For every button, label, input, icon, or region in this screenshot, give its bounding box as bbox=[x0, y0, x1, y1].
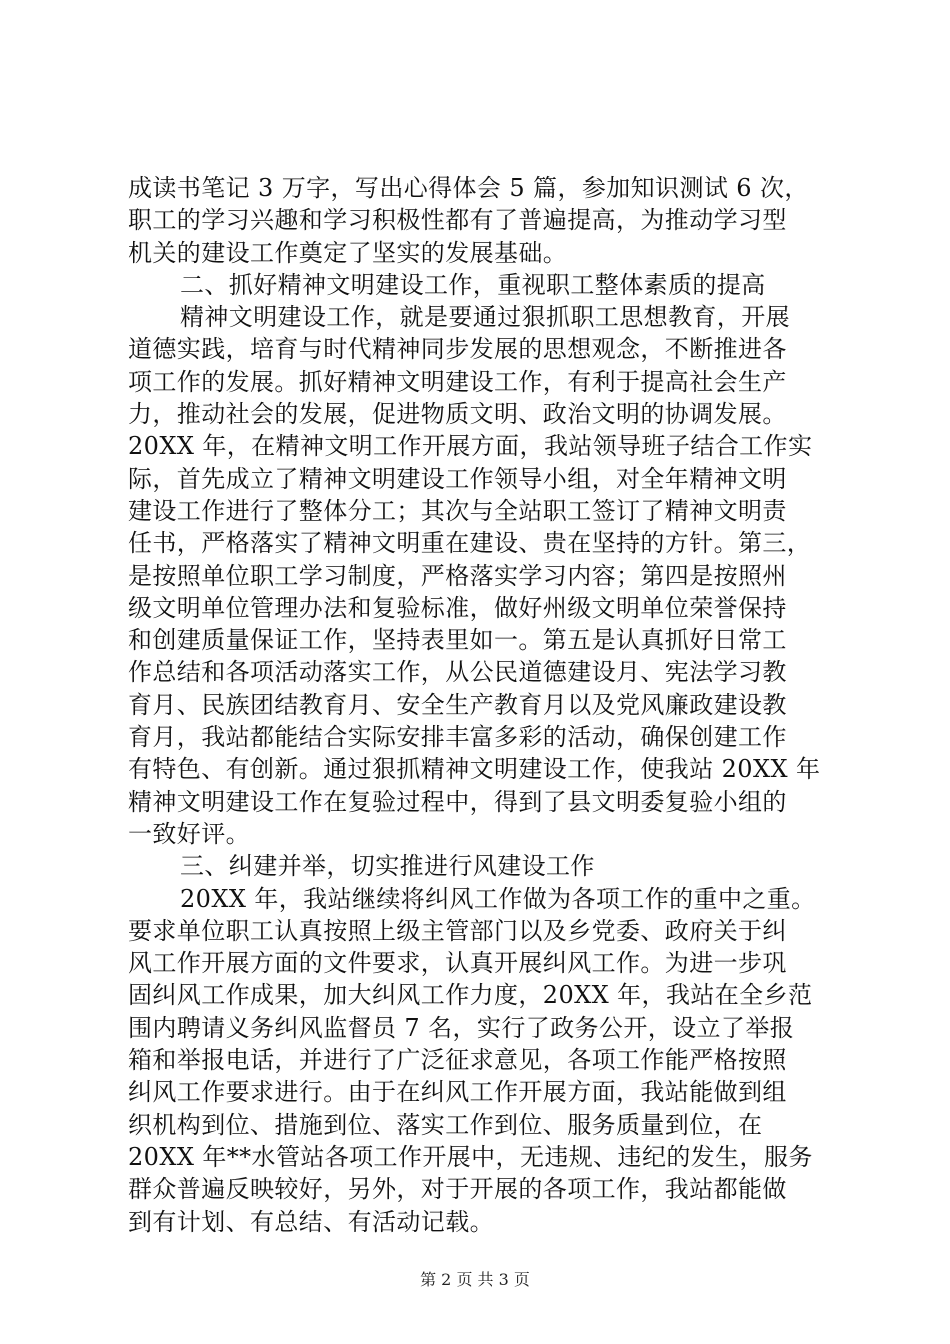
text-line: 到有计划、有总结、有活动记载。 bbox=[128, 1207, 494, 1236]
text-line: 建设工作进行了整体分工；其次与全站职工签订了精神文明责 bbox=[128, 496, 787, 525]
text-line: 级文明单位管理办法和复验标准，做好州级文明单位荣誉保持 bbox=[128, 593, 787, 622]
page-number-footer: 第 2 页 共 3 页 bbox=[420, 1270, 530, 1289]
text-line: 精神文明建设工作在复验过程中，得到了县文明委复验小组的 bbox=[128, 787, 787, 816]
text-line: 力，推动社会的发展，促进物质文明、政治文明的协调发展。 bbox=[128, 400, 787, 429]
text-line: 和创建质量保证工作，坚持表里如一。第五是认真抓好日常工 bbox=[128, 626, 787, 655]
text-line: 20XX 年**水管站各项工作开展中，无违规、违纪的发生，服务 bbox=[128, 1142, 813, 1171]
text-line: 育月，我站都能结合实际安排丰富多彩的活动，确保创建工作 bbox=[128, 723, 787, 752]
text-line: 20XX 年，我站继续将纠风工作做为各项工作的重中之重。 bbox=[180, 884, 816, 913]
text-line: 作总结和各项活动落实工作，从公民道德建设月、宪法学习教 bbox=[128, 658, 787, 687]
text-line: 风工作开展方面的文件要求，认真开展纠风工作。为进一步巩 bbox=[128, 949, 787, 978]
text-line: 围内聘请义务纠风监督员 7 名，实行了政务公开，设立了举报 bbox=[128, 1013, 795, 1042]
text-line: 是按照单位职工学习制度，严格落实学习内容；第四是按照州 bbox=[128, 561, 787, 590]
text-line: 固纠风工作成果，加大纠风工作力度，20XX 年，我站在全乡范 bbox=[128, 981, 813, 1010]
text-line: 职工的学习兴趣和学习积极性都有了普遍提高，为推动学习型 bbox=[128, 206, 787, 235]
text-line: 二、抓好精神文明建设工作，重视职工整体素质的提高 bbox=[180, 270, 766, 299]
text-line: 20XX 年，在精神文明工作开展方面，我站领导班子结合工作实 bbox=[128, 432, 813, 461]
text-line: 群众普遍反映较好，另外，对于开展的各项工作，我站都能做 bbox=[128, 1175, 787, 1204]
text-line: 项工作的发展。抓好精神文明建设工作，有利于提高社会生产 bbox=[128, 367, 787, 396]
text-line: 一致好评。 bbox=[128, 819, 250, 848]
text-line: 要求单位职工认真按照上级主管部门以及乡党委、政府关于纠 bbox=[128, 916, 787, 945]
text-line: 道德实践，培育与时代精神同步发展的思想观念，不断推进各 bbox=[128, 335, 787, 364]
text-line: 纠风工作要求进行。由于在纠风工作开展方面，我站能做到组 bbox=[128, 1078, 787, 1107]
text-line: 三、纠建并举，切实推进行风建设工作 bbox=[180, 852, 595, 881]
text-line: 成读书笔记 3 万字，写出心得体会 5 篇，参加知识测试 6 次， bbox=[128, 174, 809, 202]
text-line: 育月、民族团结教育月、安全生产教育月以及党风廉政建设教 bbox=[128, 690, 787, 719]
text-line: 精神文明建设工作，就是要通过狠抓职工思想教育，开展 bbox=[180, 303, 790, 332]
text-line: 际，首先成立了精神文明建设工作领导小组，对全年精神文明 bbox=[128, 464, 787, 493]
text-line: 有特色、有创新。通过狠抓精神文明建设工作，使我站 20XX 年 bbox=[128, 755, 821, 784]
text-line: 任书，严格落实了精神文明重在建设、贵在坚持的方针。第三， bbox=[128, 529, 812, 558]
document-body bbox=[128, 172, 838, 1238]
text-line: 箱和举报电话，并进行了广泛征求意见，各项工作能严格按照 bbox=[128, 1046, 787, 1075]
text-line: 机关的建设工作奠定了坚实的发展基础。 bbox=[128, 238, 568, 267]
text-line: 织机构到位、措施到位、落实工作到位、服务质量到位，在 bbox=[128, 1110, 763, 1139]
